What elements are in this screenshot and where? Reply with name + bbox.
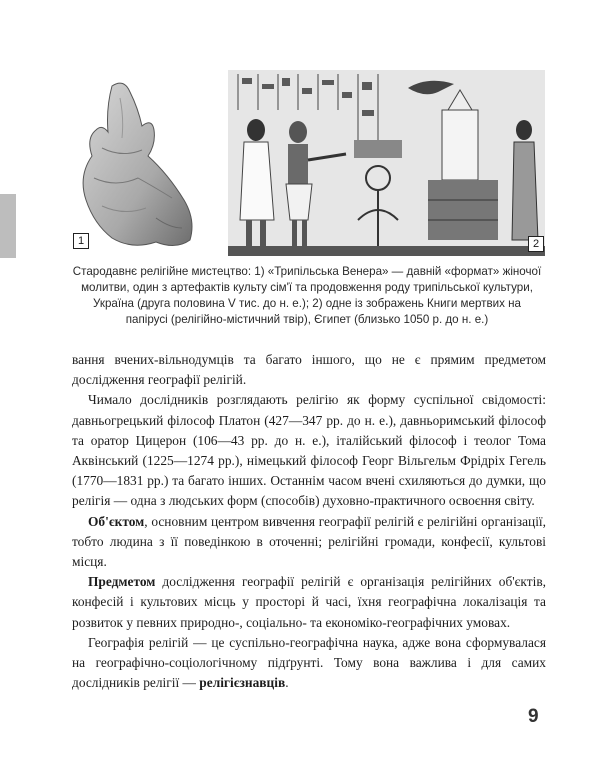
figure-number-1: 1 (73, 233, 89, 249)
paragraph-4-text: дослідження географії релігій є організація релігійних об'єктів, конфесій і культових місць у просторі й часі, їхня географічна локалізація та розвиток у певних природно-, соціально- та економіко-географічних умовах. (72, 574, 546, 630)
paragraph-2: Чимало дослідників розглядають релігію як форму суспільної свідомості: давньогрецький філософ Платон (427—347 рр. до н. е.), давньоримський філософ та оратор Цицерон (106—43 рр. до н. е.), італійський філософ і теолог Тома Аквінський (1225—1274 рр.), німецький філософ Георг Вільгельм Фрідріх Гегель (1770—1831 рр.) та багато інших. Останнім часом вчені схиляються до думки, що релігія — одна з людських форм (способів) духовно-практичного освоєння світу. (72, 392, 546, 509)
figure-number-2: 2 (528, 236, 544, 252)
main-text (72, 350, 546, 693)
figure-caption: Стародавнє релігійне мистецтво: 1) «Трипільська Венера» — давній «формат» жіночої молитви, один з артефактів культу сім'ї та продовження роду трипільської культури, Україна (друга половина V тис. до н. е.); 2) одне із зображень Книги мертвих на папірусі (релігійно-містичний твір), Єгипет (близько 1050 р. до н. е.) (72, 265, 542, 326)
paragraph-5 (72, 633, 546, 694)
paragraph-3-text: , основним центром вивчення географії релігій є релігійні організації, тобто людина з її поведінкою в оточенні; релігійні громади, конфесії, культові місця. (72, 513, 546, 570)
page-edge-tab (0, 194, 16, 258)
paragraph-4 (72, 572, 546, 633)
paragraph-5-end: . (285, 675, 289, 691)
paragraph-1: вання вчених-вільнодумців та багато іншого, що не є прямим предметом дослідження географії релігій. (72, 352, 546, 388)
trypillian-venus-image (72, 78, 220, 256)
paragraph-5-text: Географія релігій — це суспільно-географічна наука, адже вона сформувалася на географічно-соціологічному підґрунті. Тому вона важлива і для самих дослідників релігії — (72, 634, 546, 691)
object-term: Об'єктом (88, 513, 145, 529)
book-of-the-dead-papyrus-image (228, 70, 545, 256)
paragraph-3 (72, 512, 546, 573)
page-number: 9 (528, 706, 539, 727)
subject-term: Предметом (88, 574, 156, 590)
religious-scholars-term: релігієзнавців (199, 675, 286, 691)
